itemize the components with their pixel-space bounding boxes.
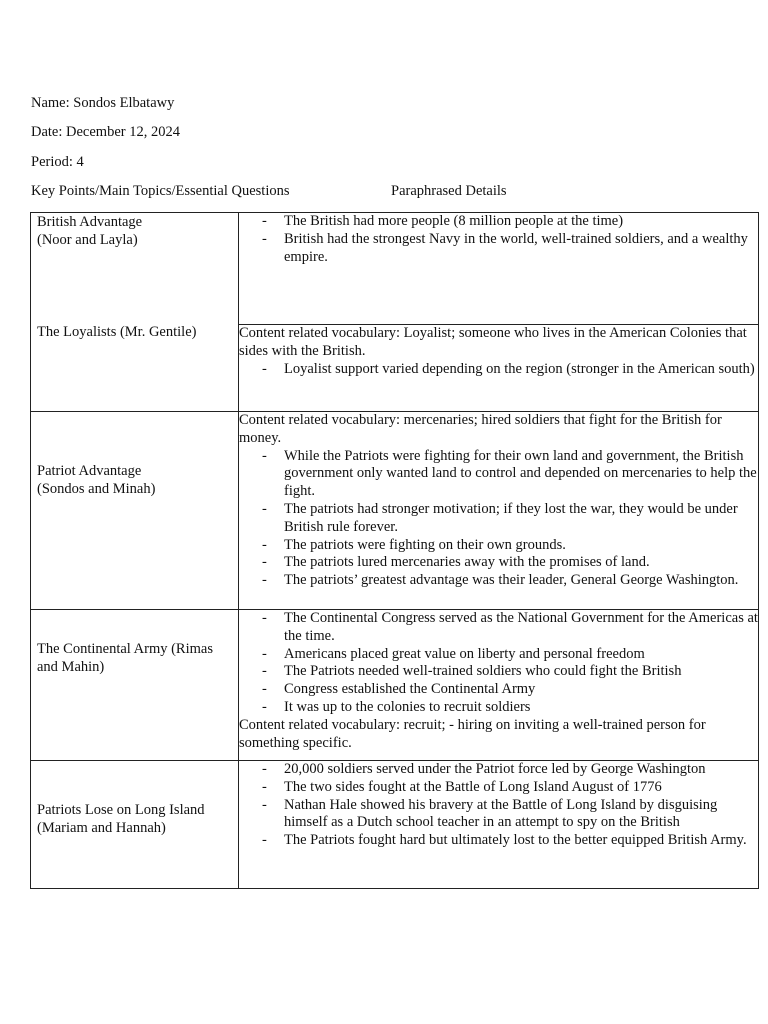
details-cell — [239, 412, 759, 610]
details-cell — [239, 325, 759, 412]
list-item: - The patriots’ greatest advantage was their leader, General George Washington. — [284, 572, 758, 590]
detail-list — [239, 213, 758, 266]
topic-title: British Advantage — [37, 214, 143, 230]
detail-list — [239, 448, 758, 590]
details-cell — [239, 761, 759, 889]
table-row — [31, 412, 759, 610]
date-line: Date: December 12, 2024 — [31, 124, 180, 140]
list-item: - The British had more people (8 million people at the time) — [284, 213, 758, 231]
list-item: - The patriots lured mercenaries away with the promises of land. — [284, 554, 758, 572]
list-item: - Americans placed great value on liberty and personal freedom — [284, 646, 758, 664]
detail-list — [239, 361, 758, 379]
vocabulary-note: Content related vocabulary: recruit; - hiring on inviting a well-trained person for something specific. — [239, 716, 706, 751]
details-cell — [239, 213, 759, 325]
list-item: - Nathan Hale showed his bravery at the Battle of Long Island by disguising himself as a Dutch school teacher in an attempt to spy on the British — [284, 797, 758, 833]
list-item: - The patriots were fighting on their own grounds. — [284, 537, 758, 555]
topic-cell — [31, 610, 239, 761]
topic-cell — [31, 761, 239, 889]
topic-title: The Continental Army (Rimas and Mahin) — [37, 641, 213, 675]
student-name: Name: Sondos Elbatawy — [31, 95, 175, 111]
list-item: - Congress established the Continental Army — [284, 681, 758, 699]
detail-list — [239, 761, 758, 850]
paraphrased-details-column-heading: Paraphrased Details — [391, 183, 507, 199]
list-item: - The patriots had stronger motivation; if they lost the war, they would be under British rule forever. — [284, 501, 758, 537]
list-item: - The Patriots fought hard but ultimately lost to the better equipped British Army. — [284, 832, 758, 850]
list-item: - 20,000 soldiers served under the Patriot force led by George Washington — [284, 761, 758, 779]
list-item: - It was up to the colonies to recruit soldiers — [284, 699, 758, 717]
detail-list — [239, 610, 758, 717]
topic-cell — [31, 213, 239, 412]
topic-presenters: (Mariam and Hannah) — [37, 819, 166, 836]
list-item: - The Continental Congress served as the National Government for the Americas at the time. — [284, 610, 758, 646]
topic-cell — [31, 412, 239, 610]
details-cell — [239, 610, 759, 761]
period-line: Period: 4 — [31, 154, 84, 170]
topic-title: Patriots Lose on Long Island — [37, 802, 205, 818]
list-item: - While the Patriots were fighting for their own land and government, the British government only wanted land to control and depended on mercenaries to help the fight. — [284, 448, 758, 501]
key-points-column-heading: Key Points/Main Topics/Essential Questions — [31, 183, 290, 199]
notes-table — [30, 212, 759, 889]
table-row — [31, 213, 759, 325]
table-row — [31, 761, 759, 889]
topic-presenters: (Noor and Layla) — [37, 231, 138, 248]
list-item: - The Patriots needed well-trained soldiers who could fight the British — [284, 663, 758, 681]
list-item: - British had the strongest Navy in the world, well-trained soldiers, and a wealthy empire. — [284, 231, 758, 267]
list-item: - The two sides fought at the Battle of Long Island August of 1776 — [284, 779, 758, 797]
table-row — [31, 610, 759, 761]
topic-title: Patriot Advantage — [37, 463, 142, 479]
topic-title: The Loyalists (Mr. Gentile) — [37, 323, 197, 340]
topic-presenters: (Sondos and Minah) — [37, 480, 156, 497]
vocabulary-note: Content related vocabulary: Loyalist; someone who lives in the American Colonies that sides with the British. — [239, 325, 747, 359]
list-item: - Loyalist support varied depending on the region (stronger in the American south) — [284, 361, 758, 379]
vocabulary-note: Content related vocabulary: mercenaries; hired soldiers that fight for the British for money. — [239, 412, 722, 446]
